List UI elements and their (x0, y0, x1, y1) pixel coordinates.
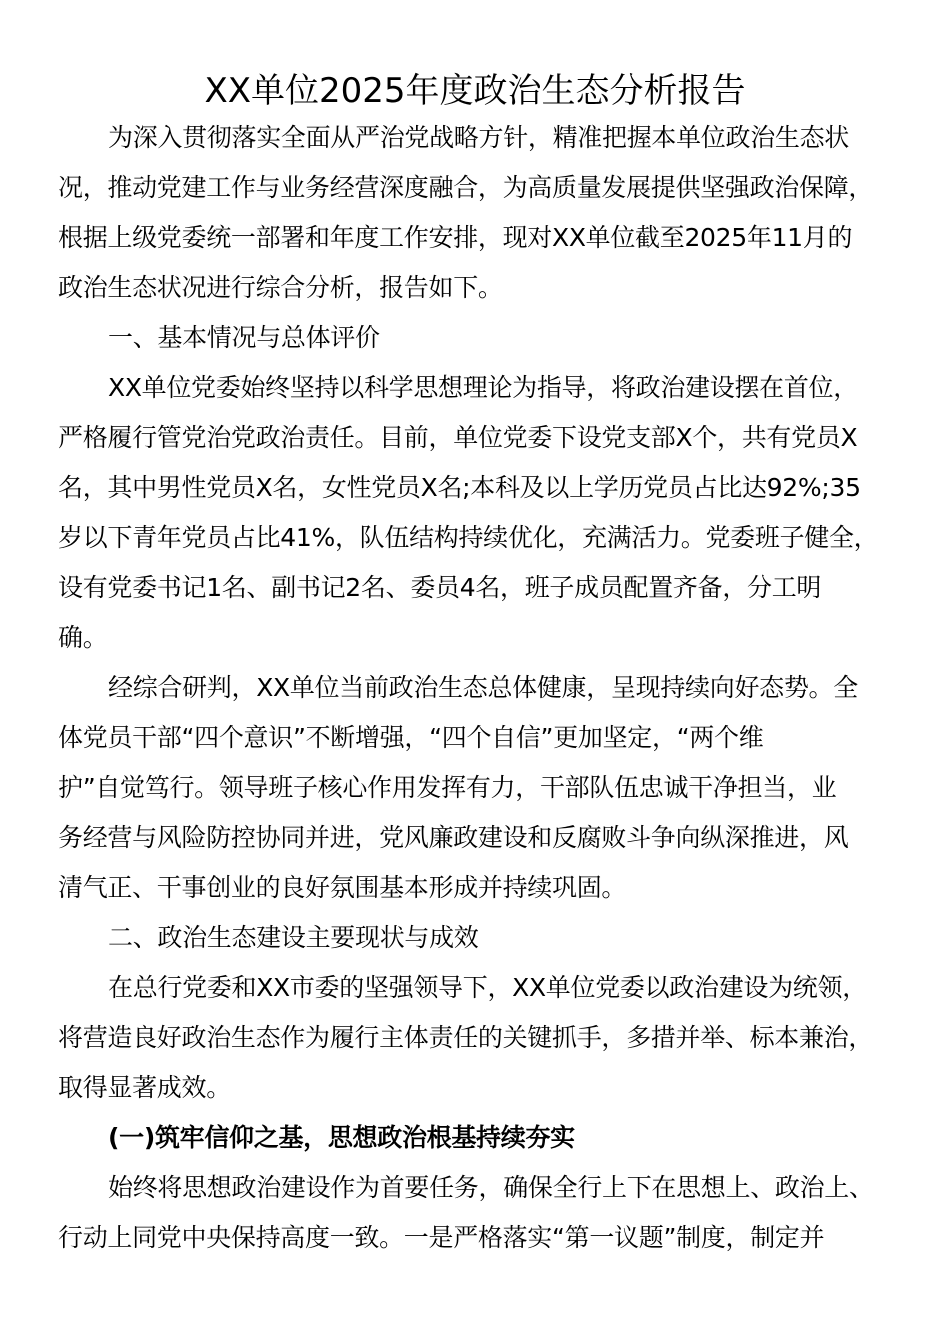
paragraph-evaluation-line: 体党员干部“四个意识”不断增强，“四个自信”更加坚定，“两个维 (58, 723, 764, 752)
paragraph-basic-line: 确。 (58, 623, 108, 652)
paragraph-intro-line: 政治生态状况进行综合分析，报告如下。 (58, 273, 503, 302)
paragraph-ideology-line: 始终将思想政治建设作为首要任务，确保全行上下在思想上、政治上、 (108, 1173, 874, 1202)
paragraph-achievements-line: 取得显著成效。 (58, 1073, 231, 1102)
paragraph-achievements-line: 在总行党委和XX市委的坚强领导下，XX单位党委以政治建设为统领， (108, 973, 867, 1002)
paragraph-ideology-line: 行动上同党中央保持高度一致。一是严格落实“第一议题”制度，制定并 (58, 1223, 825, 1252)
paragraph-intro-line: 况，推动党建工作与业务经营深度融合，为高质量发展提供坚强政治保障， (58, 173, 874, 202)
paragraph-evaluation-line: 务经营与风险防控协同并进，党风廉政建设和反腐败斗争向纵深推进，风 (58, 823, 849, 852)
paragraph-basic-line: 名，其中男性党员X名，女性党员X名;本科及以上学历党员占比达92%;35 (58, 473, 861, 502)
paragraph-basic-line: 设有党委书记1名、副书记2名、委员4名，班子成员配置齐备，分工明 (58, 573, 822, 602)
paragraph-achievements-line: 将营造良好政治生态作为履行主体责任的关键抓手，多措并举、标本兼治， (58, 1023, 874, 1052)
section-heading-1: 一、基本情况与总体评价 (108, 323, 380, 352)
paragraph-basic-line: 岁以下青年党员占比41%，队伍结构持续优化，充满活力。党委班子健全， (58, 523, 879, 552)
paragraph-intro-line: 根据上级党委统一部署和年度工作安排，现对XX单位截至2025年11月的 (58, 223, 853, 252)
paragraph-basic-line: XX单位党委始终坚持以科学思想理论为指导，将政治建设摆在首位， (108, 373, 858, 402)
subsection-heading-1: (一)筑牢信仰之基，思想政治根基持续夯实 (108, 1123, 575, 1152)
paragraph-evaluation-line: 护”自觉笃行。领导班子核心作用发挥有力，干部队伍忠诚干净担当，业 (58, 773, 837, 802)
paragraph-intro-line: 为深入贯彻落实全面从严治党战略方针，精准把握本单位政治生态状 (108, 123, 850, 152)
section-heading-2: 二、政治生态建设主要现状与成效 (108, 923, 479, 952)
paragraph-evaluation-line: 经综合研判，XX单位当前政治生态总体健康，呈现持续向好态势。全 (108, 673, 858, 702)
paragraph-evaluation-line: 清气正、干事创业的良好氛围基本形成并持续巩固。 (58, 873, 627, 902)
document-title: XX单位2025年度政治生态分析报告 (204, 71, 746, 111)
paragraph-basic-line: 严格履行管党治党政治责任。目前，单位党委下设党支部X个，共有党员X (58, 423, 858, 452)
